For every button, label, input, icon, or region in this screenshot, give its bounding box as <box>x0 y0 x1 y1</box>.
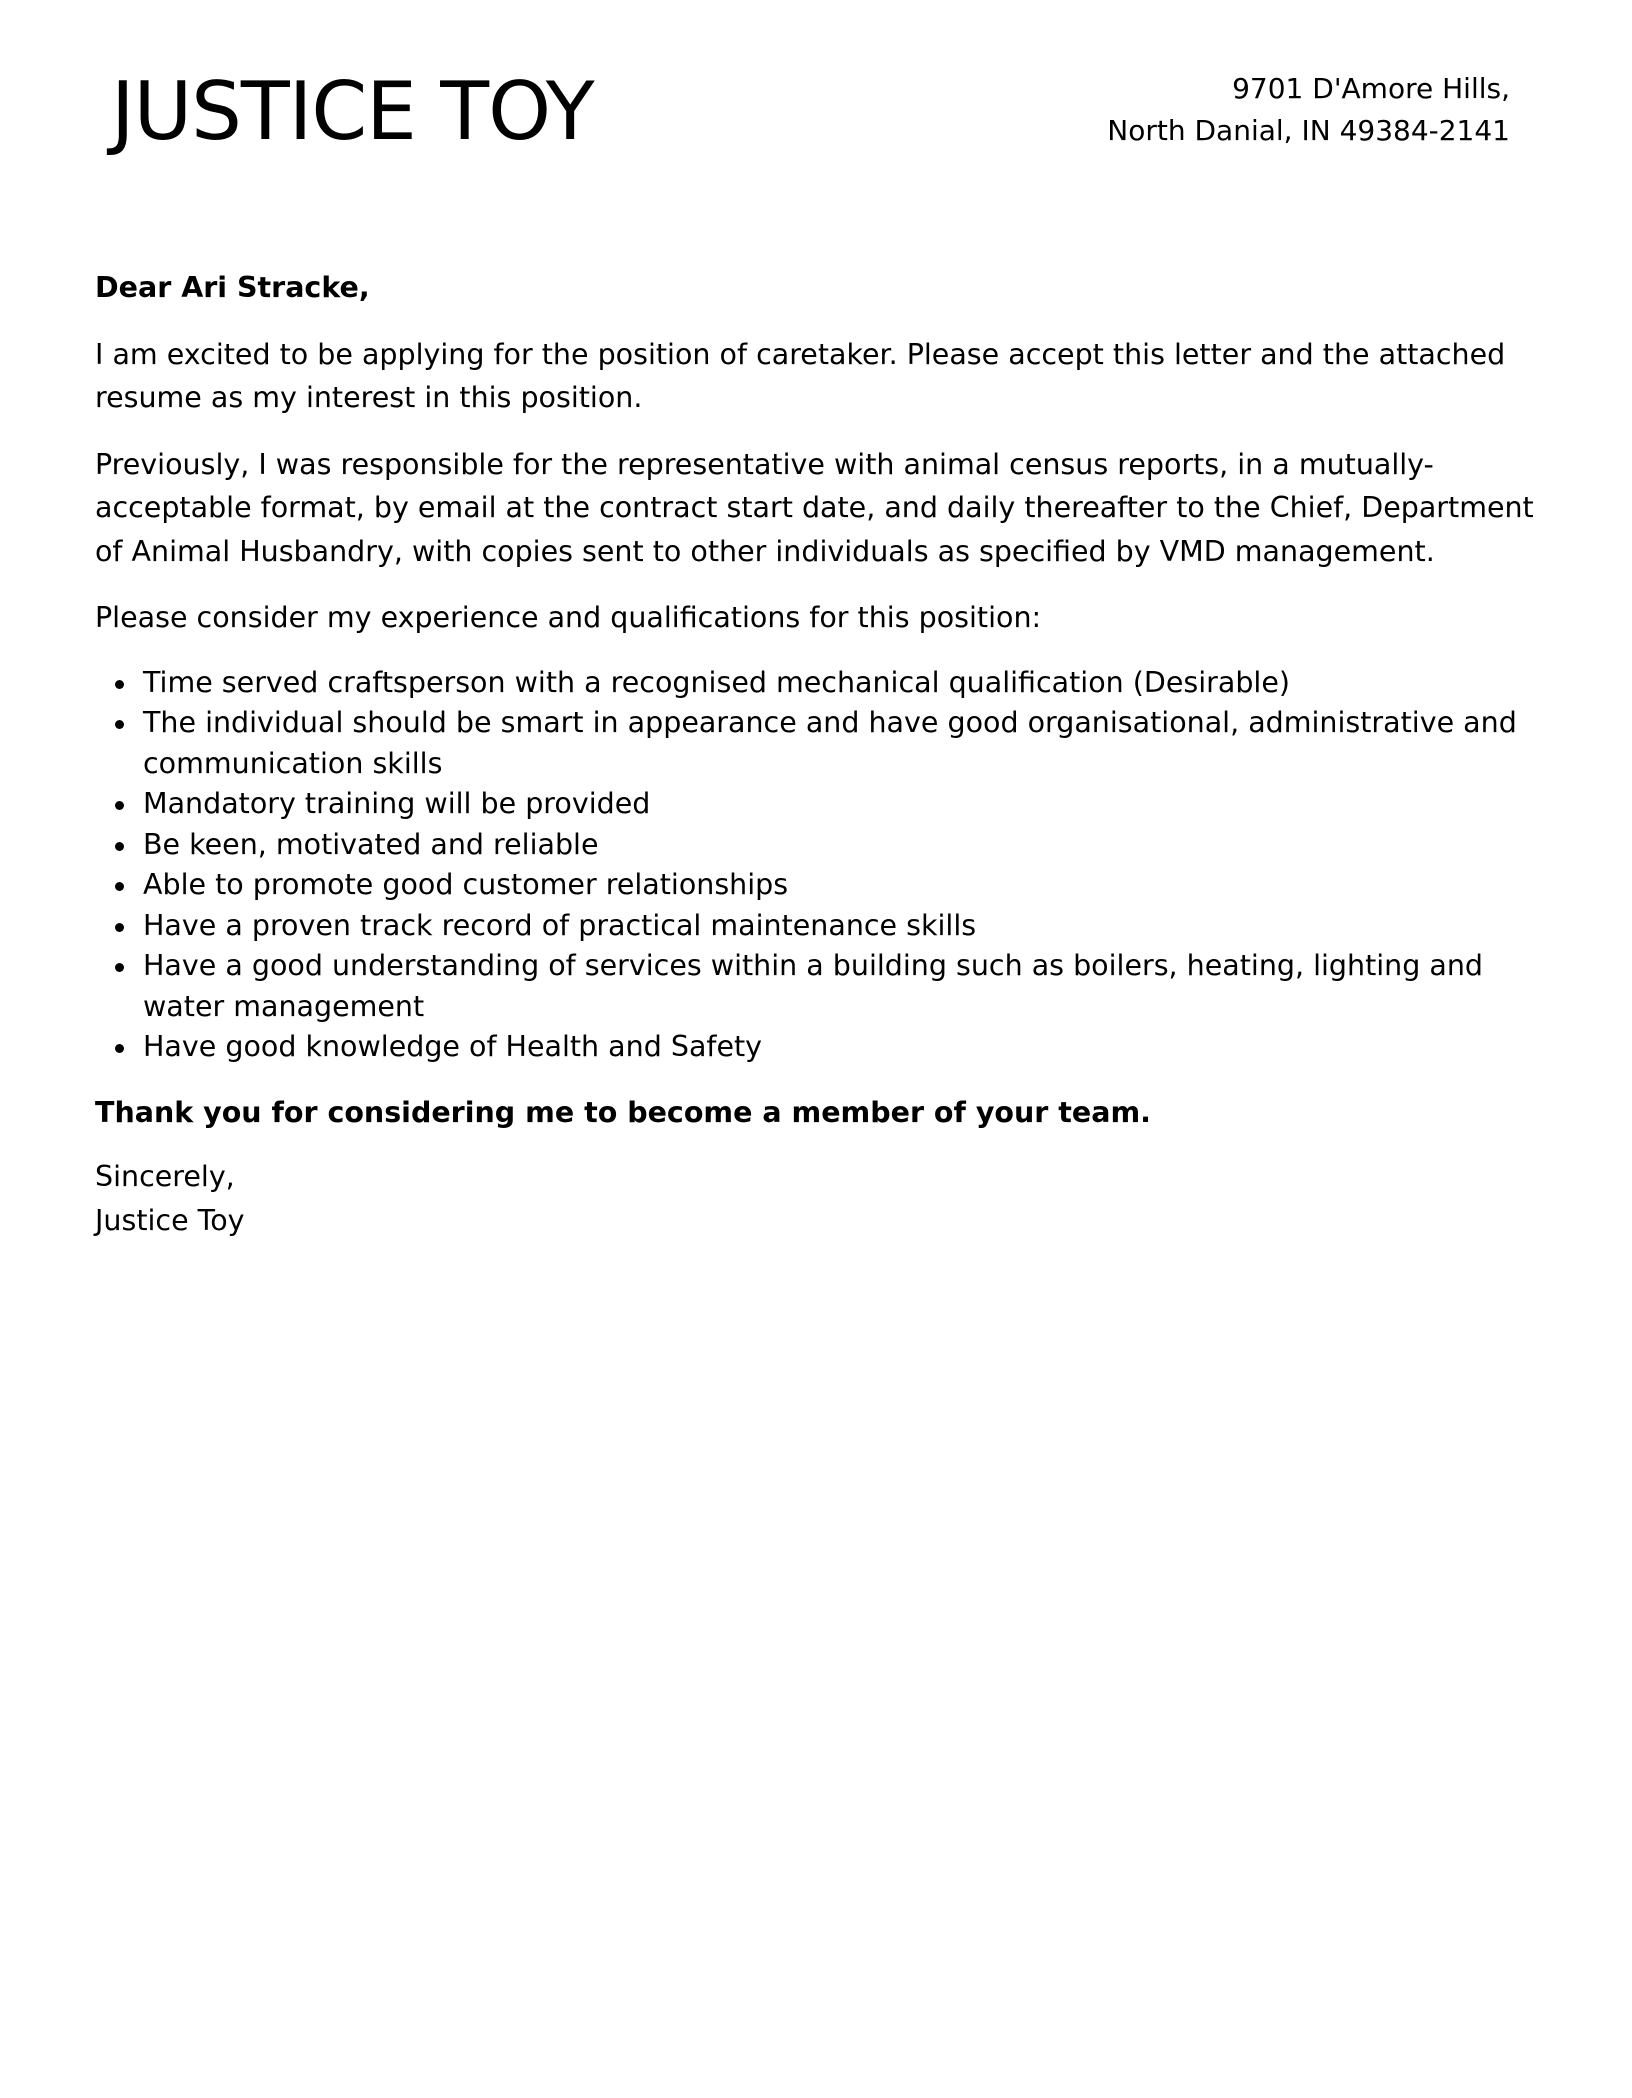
letter-body <box>95 266 1535 1242</box>
signoff-block <box>95 1155 1535 1242</box>
list-item <box>143 946 1535 1027</box>
bullet-icon <box>115 680 124 689</box>
bullet-icon <box>115 720 124 729</box>
address-line-2: North Danial, IN 49384-2141 <box>1107 114 1510 147</box>
signature-name: Justice Toy <box>95 1203 245 1237</box>
bullet-icon <box>115 923 124 932</box>
list-item-text: Have a good understanding of services within a building such as boilers, heating, lighting and water management <box>143 949 1484 1023</box>
list-item-text: Time served craftsperson with a recognised mechanical qualification (Desirable) <box>143 665 1290 699</box>
list-item-text: Have good knowledge of Health and Safety <box>143 1030 763 1063</box>
list-item-text: Have a proven track record of practical maintenance skills <box>143 908 977 942</box>
list-item <box>143 906 1535 947</box>
list-item <box>143 865 1535 906</box>
bullet-icon <box>115 842 124 851</box>
list-item <box>143 784 1535 825</box>
intro-paragraph: I am excited to be applying for the position of caretaker. Please accept this letter and the attached resume as my interest in this position. <box>95 337 1506 414</box>
signoff: Sincerely, <box>95 1160 235 1193</box>
list-item-text: Be keen, motivated and reliable <box>143 827 599 861</box>
list-item <box>143 703 1535 784</box>
qualifications-intro: Please consider my experience and qualifications for this position: <box>95 601 1042 634</box>
list-item-text: Able to promote good customer relationships <box>143 868 789 901</box>
list-item <box>143 663 1535 704</box>
list-item-text: The individual should be smart in appearance and have good organisational, administrative and communication skills <box>143 706 1517 780</box>
qualifications-list <box>95 663 1535 1068</box>
closing-statement: Thank you for considering me to become a member of your team. <box>95 1095 1151 1129</box>
list-item <box>143 1027 1535 1068</box>
bullet-icon <box>115 963 124 972</box>
bullet-icon <box>115 1044 124 1053</box>
applicant-name-heading: JUSTICE TOY <box>111 65 594 158</box>
bullet-icon <box>115 882 124 891</box>
address-line-1: 9701 D'Amore Hills, <box>1232 72 1510 105</box>
list-item <box>143 825 1535 866</box>
list-item-text: Mandatory training will be provided <box>143 787 651 820</box>
applicant-address <box>1107 68 1510 152</box>
salutation: Dear Ari Stracke, <box>95 271 370 304</box>
bullet-icon <box>115 801 124 810</box>
experience-paragraph: Previously, I was responsible for the representative with animal census reports, in a mutually-acceptable format, by email at the contract start date, and daily thereafter to the Chief, Department of Animal Husbandry, with copies sent to other individuals as specified by VMD management. <box>95 447 1534 568</box>
letter-header <box>0 0 1632 200</box>
